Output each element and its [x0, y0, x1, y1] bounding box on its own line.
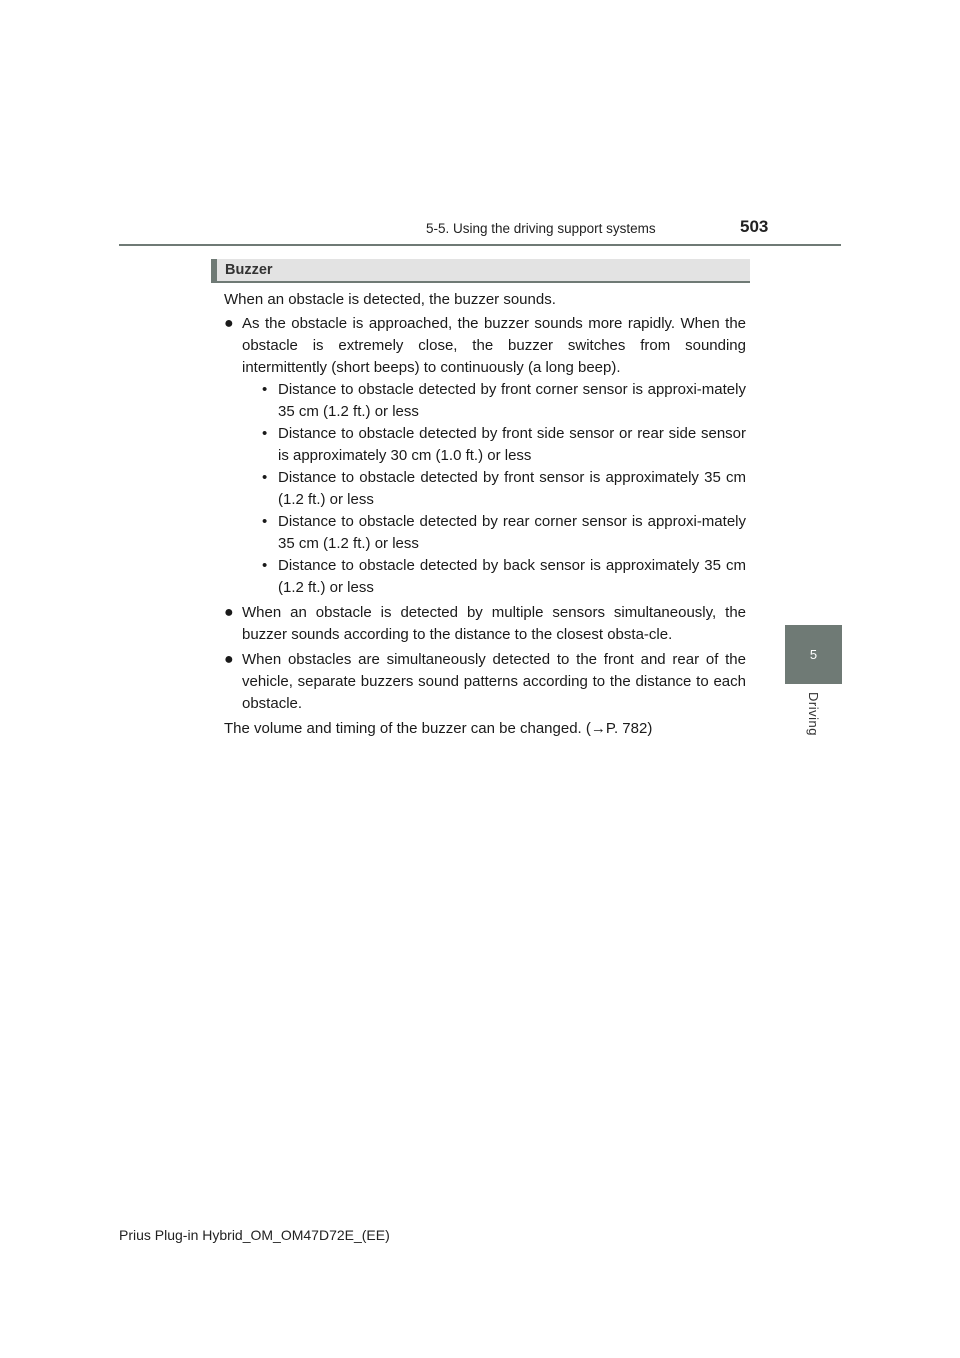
chapter-tab [785, 625, 842, 684]
sub-item [242, 467, 746, 511]
section-title: Buzzer [225, 262, 273, 278]
sub-item-text: Distance to obstacle detected by front side sensor or rear side sensor is approximately 30 cm (1.0 ft.) or less [278, 425, 746, 464]
bullet-text: As the obstacle is approached, the buzzer sounds more rapidly. When the obstacle is extremely close, the buzzer switches from sounding intermittently (short beeps) to continuously (a long beep). [242, 315, 746, 376]
sub-bullet-icon: • [262, 425, 268, 442]
bullet-dot-icon: ● [224, 604, 234, 621]
sub-item-text: Distance to obstacle detected by back sensor is approximately 35 cm (1.2 ft.) or less [278, 557, 746, 596]
closing-paragraph: The volume and timing of the buzzer can be changed. (→P. 782) [224, 720, 653, 737]
sub-item [242, 423, 746, 467]
section-heading [211, 259, 750, 283]
sub-item-text: Distance to obstacle detected by front corner sensor is approxi-mately 35 cm (1.2 ft.) or less [278, 381, 746, 420]
sub-bullet-icon: • [262, 557, 268, 574]
bullet-dot-icon: ● [224, 651, 234, 668]
footer-document-id: Prius Plug-in Hybrid_OM_OM47D72E_(EE) [119, 1227, 390, 1243]
intro-paragraph: When an obstacle is detected, the buzzer sounds. [224, 291, 556, 308]
sub-item [242, 555, 746, 599]
section-body [224, 289, 746, 740]
sub-item [242, 511, 746, 555]
bullet-item [224, 649, 746, 715]
bullet-text: When an obstacle is detected by multiple sensors simultaneously, the buzzer sounds according to the distance to the closest obsta-cle. [242, 604, 746, 643]
heading-marker [211, 259, 217, 281]
sub-bullet-icon: • [262, 381, 268, 398]
bullet-text: When obstacles are simultaneously detected to the front and rear of the vehicle, separate buzzers sound patterns according to the distance to each obstacle. [242, 651, 746, 712]
sub-bullet-icon: • [262, 469, 268, 486]
sub-item [242, 379, 746, 423]
chapter-number: 5 [809, 647, 818, 662]
bullet-dot-icon: ● [224, 315, 234, 332]
header-divider [119, 244, 841, 246]
header-section-title: 5-5. Using the driving support systems [426, 221, 656, 236]
sub-bullet-icon: • [262, 513, 268, 530]
chapter-label: Driving [806, 692, 821, 736]
page-number: 503 [740, 217, 769, 236]
bullet-item [224, 602, 746, 646]
sub-item-text: Distance to obstacle detected by rear corner sensor is approxi-mately 35 cm (1.2 ft.) or less [278, 513, 746, 552]
sub-item-text: Distance to obstacle detected by front sensor is approximately 35 cm (1.2 ft.) or less [278, 469, 746, 508]
bullet-item [224, 313, 746, 599]
